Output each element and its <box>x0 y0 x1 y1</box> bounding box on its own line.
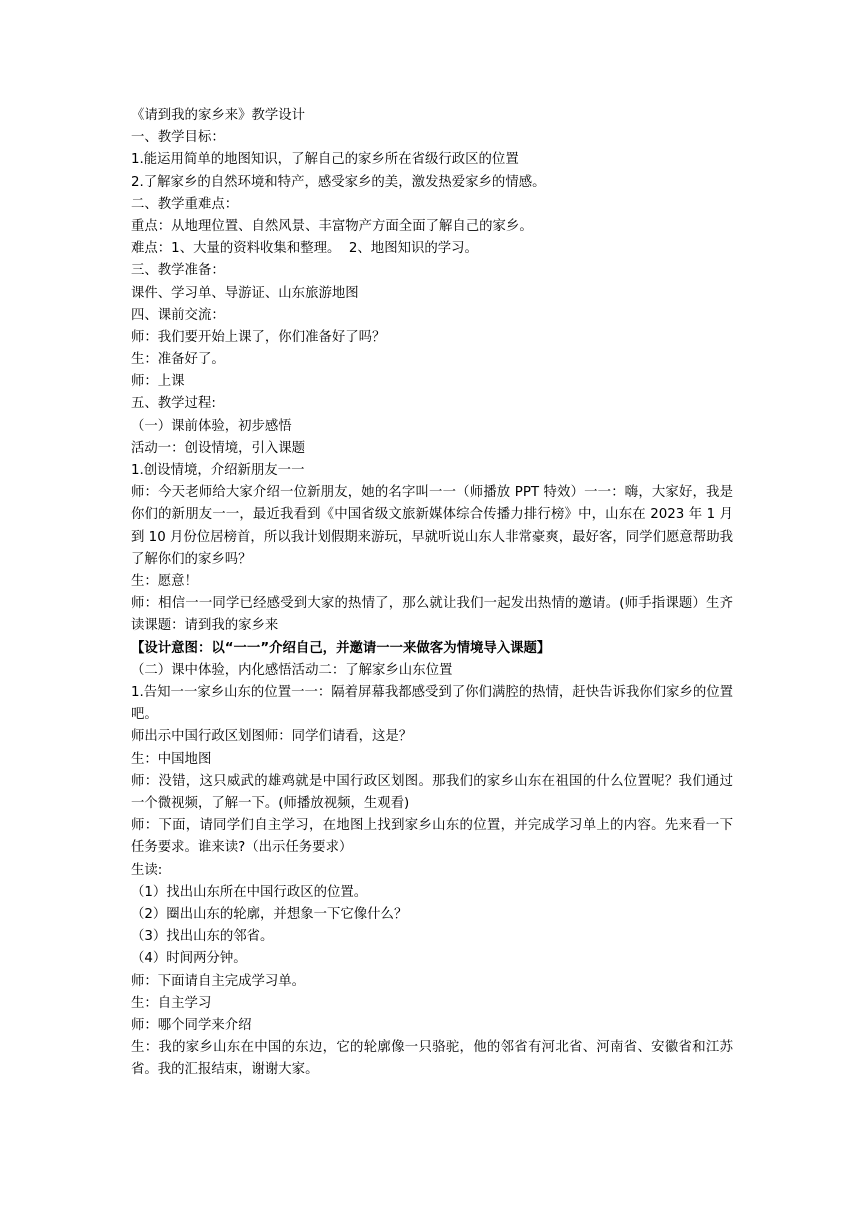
section-heading-key-points: 二、教学重难点： <box>131 196 239 212</box>
goal-item: 2.了解家乡的自然环境和特产，感受家乡的美，激发热爱家乡的情感。 <box>131 174 546 190</box>
part-heading: （二）课中体验，内化感悟活动二：了解家乡山东位置 <box>131 662 453 678</box>
document-body <box>131 105 733 1081</box>
dialogue-line: 生读: <box>131 862 163 878</box>
difficult-point: 难点：1、大量的资料收集和整理。 2、地图知识的学习。 <box>131 241 478 257</box>
task-item: （1）找出山东所在中国行政区的位置。 <box>131 884 368 900</box>
dialogue-line: 师：哪个同学来介绍 <box>131 1017 252 1033</box>
dialogue-line: 生：准备好了。 <box>131 352 225 368</box>
goal-item: 1.能运用简单的地图知识，了解自己的家乡所在省级行政区的位置 <box>131 152 519 168</box>
task-item: （3）找出山东的邻省。 <box>131 929 274 945</box>
section-heading-process: 五、教学过程: <box>131 396 216 412</box>
dialogue-line: 师：下面请自主完成学习单。 <box>131 973 306 989</box>
activity-heading: 活动一：创设情境，引入课题 <box>131 440 306 456</box>
paragraph-rooster: 师：没错，这只威武的雄鸡就是中国行政区划图。那我们的家乡山东在祖国的什么位置呢？我们通过一个微视频，了解一下。(师播放视频，生观看) <box>131 773 733 811</box>
design-intent-note: 【设计意图：以“一一”介绍自己，并邀请一一来做客为情境导入课题】 <box>131 640 551 656</box>
section-heading-exchange: 四、课前交流： <box>131 307 225 323</box>
task-item: （2）圈出山东的轮廓，并想象一下它像什么？ <box>131 906 408 922</box>
section-heading-preparation: 三、教学准备： <box>131 263 225 279</box>
paragraph-report: 生：我的家乡山东在中国的东边，它的轮廓像一只骆驼，他的邻省有河北省、河南省、安徽省和江苏省。我的汇报结束，谢谢大家。 <box>131 1040 733 1078</box>
materials-list: 课件、学习单、导游证、山东旅游地图 <box>131 285 359 301</box>
dialogue-line: 生：中国地图 <box>131 751 212 767</box>
dialogue-line: 师：我们要开始上课了，你们准备好了吗？ <box>131 329 386 345</box>
paragraph-task: 师：下面，请同学们自主学习，在地图上找到家乡山东的位置，并完成学习单上的内容。先来看一下任务要求。谁来读?（出示任务要求） <box>131 818 733 856</box>
task-item: （4）时间两分钟。 <box>131 951 247 967</box>
section-heading-goals: 一、教学目标： <box>131 130 225 146</box>
paragraph-location: 1.告知一一家乡山东的位置一一：隔着屏幕我都感受到了你们满腔的热情，赶快告诉我你们家乡的位置吧。 <box>131 684 733 723</box>
step-heading: 1.创设情境，介绍新朋友一一 <box>131 463 305 478</box>
part-heading: （一）课前体验，初步感悟 <box>131 418 292 434</box>
paragraph-intro: 师：今天老师给大家介绍一位新朋友，她的名字叫一一（师播放 PPT 特效）一一：嗨，大家好，我是你们的新朋友一一，最近我看到《中国省级文旅新媒体综合传播力排行榜》中，山东在 2023 年 1 月到 10 月份位居榜首，所以我计划假期来游玩，早就听说山东人非常豪爽，最好客，同学们愿意帮助我了解你们的家乡吗？ <box>131 485 733 567</box>
paragraph-invite: 师：相信一一同学已经感受到大家的热情了，那么就让我们一起发出热情的邀请。(师手指课题）生齐读课题：请到我的家乡来 <box>131 596 733 634</box>
dialogue-line: 生：自主学习 <box>131 995 212 1011</box>
dialogue-line: 师：上课 <box>131 374 185 390</box>
dialogue-line: 生：愿意！ <box>131 574 198 589</box>
key-point: 重点：从地理位置、自然风景、丰富物产方面全面了解自己的家乡。 <box>131 218 533 234</box>
document-title: 《请到我的家乡来》教学设计 <box>131 108 306 123</box>
dialogue-line: 师出示中国行政区划图师：同学们请看，这是？ <box>131 729 413 745</box>
